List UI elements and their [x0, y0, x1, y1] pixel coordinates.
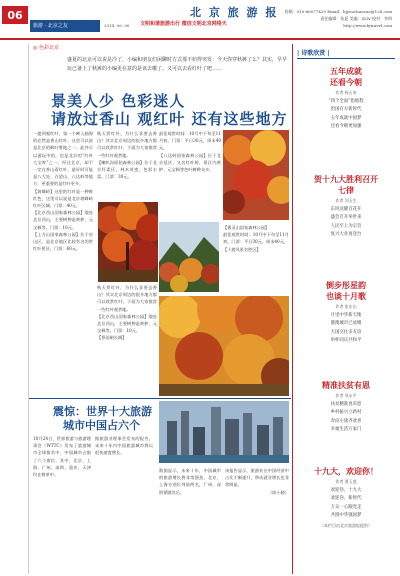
poem [297, 174, 395, 240]
city-skyline-photo [159, 401, 289, 463]
paper-title: 北 京 旅 游 报 [190, 6, 279, 19]
main-article [29, 44, 291, 399]
poem-title: 倒步彤星韵 也谈十月歌 [326, 280, 366, 301]
poem-title: 五年成就 还看今朝 [330, 66, 362, 87]
poem-title: 贺十九大胜利召开 七律 [314, 174, 378, 195]
paragraph: 据旅游业理事会发布的报告，未来十年内中国旅游城市将以很快速度增长。 [95, 436, 153, 456]
paragraph: 【上方山国家森林公园】位于房山区，是北京地区比较有名的赏红叶景区。门票：60元。 [33, 231, 93, 252]
poem-body: 东风送暖百花开 盛会召开举世来 人民至上为宗旨 复兴大业再登台 [330, 207, 362, 238]
header-rule [0, 38, 400, 40]
paragraph: 该报告显示，旅游业在中国经济中占比不断提升，带动就业增长也非常明显。 [225, 468, 289, 488]
paragraph: 【喇叭沟原始森林公园】位于北京怀柔区，林木茂密，色彩丰富。门票：30元。 [97, 159, 157, 180]
headline-line-2: 请放过香山 观红叶 还有这些地方 [51, 110, 288, 128]
paragraph: 【坡峰岭】这里的红叶是一种鲜红色，这里可以说是北京坡峰岭红叶区域。门票：40元。 [33, 188, 93, 209]
paragraph: 最佳观赏时间：10月中下旬至11月初。门票：平日30元，周末40元。 [159, 131, 221, 151]
sidebar-rule [297, 58, 395, 59]
page-number: 06 [2, 6, 28, 24]
autumn-valley-photo [223, 130, 289, 220]
paragraph: 【北京西山国家森林公园】地处北京西山，主要树种是黄栌、元宝枫等。门票：10元。 [33, 210, 93, 230]
paragraph: 【北京西山国家森林公园】地处北京西山，主要树种是黄栌、元宝枫等。门票：10元。 [97, 313, 157, 334]
poem-title: 精准扶贫有恩 [322, 380, 370, 390]
paragraph: 最佳观赏时间：10月中下旬至11月初。门票：平日30元，周末40元。 [223, 232, 289, 245]
bottom-column-4 [225, 467, 289, 570]
paragraph: 【慕田峪长城】 [97, 335, 127, 341]
paragraph: 一提到观红叶，第一个映入脑海的必然是香山红叶。这里可以说是北京的枫叶胜地之一。此外可以游玩中的，也是北京的“红叶大宝库”之一。经过北京，却不一定在香山看红叶，最好时可能是八大处、百望山、八达岭等地方，更重要的是红叶更多。 [33, 131, 93, 187]
headline-line-1: 景美人少 色彩迷人 [51, 92, 186, 110]
poem-title: 十九大，欢迎你！ [314, 466, 378, 476]
article-column-5 [97, 284, 157, 396]
paragraph: 10月24日，世界旅游与旅游理事会（WTTC）发布了旅游城市全球排名中，中国城市占据了六个席位。其中，北京、上海、广州、深圳、重庆、天津均在榜单中。 [33, 436, 91, 478]
mountain-forest-photo [159, 222, 219, 292]
sidebar-footer: （本栏目由北京旅游报提供） [320, 522, 372, 528]
poem-body: 扶贫精准真有恩 乡村振兴立新村 奔向小康齐欢喜 幸福生活万家门 [330, 402, 362, 433]
paper-slogan: 文明和谐旅游出行 微信文明北京网络天 [140, 21, 227, 27]
issue-date: 2014. 06. 06 [104, 23, 130, 28]
poem [297, 280, 395, 346]
poem-author: 作者 杨占奎 [335, 90, 357, 95]
sidebar-title: | 诗歌欣赏 | [297, 50, 330, 57]
contact-line: 投稿：010-66077429 Email：bjyouchaozuo@126.com [284, 9, 392, 14]
paragraph: 数据显示，未来十年，中国城市的旅游增长将非常强劲，北京、上海分别位列前两名，广州、深圳紧随其后。 [159, 468, 221, 495]
article-column-3 [159, 130, 221, 220]
contact-line: http://www.bjtravel.com [343, 23, 392, 28]
poem-body: 月里中华新天地 港澳城市已放晴 大国交往多友谊 举杯同庆共和平 [330, 313, 362, 344]
bottom-headline-2: 城市中国占六个 [63, 419, 140, 432]
article-lead: 盛夏的北京可以说是冷了，小编和朋友们闲聊时方式那不妨得突发：今天你穿秋裤了么？其实，早早玩已备上了秋裤的小编更在意的是该去哪了。又可以去看红叶了吧…… [67, 57, 288, 72]
bottom-column-3 [159, 467, 221, 570]
article-column-1 [33, 130, 93, 396]
poem-body: “四个全面”指航程 治国有方新时代 五年成就中国梦 还看今朝更加强 [328, 99, 364, 130]
poem-author: 作者 刘玉生 [335, 198, 357, 203]
article-column-2 [97, 130, 157, 200]
poem [297, 66, 395, 132]
section-label: 旅游 · 北京之友 [30, 20, 100, 32]
poem-author: 作者 张宏山 [335, 304, 357, 309]
photo-caption: 香山红叶 [259, 390, 275, 395]
article-column-4 [223, 224, 289, 304]
poem-author: 作者 曹玉莲 [335, 479, 357, 484]
poem-body: 欢迎你，十九大 欢迎你，新时代 万众一心跟党走 共圆中华强国梦 [330, 488, 362, 519]
bottom-headline-1: 震惊：世界十大旅游 [53, 405, 152, 418]
paragraph: 【雾灵山国家森林公园】 [223, 225, 270, 230]
paragraph: 【十渡风景名胜区】 [223, 246, 261, 252]
poetry-sidebar [292, 44, 398, 574]
bottom-column-1 [33, 435, 91, 570]
article-location: ◎ 色彩北京 [33, 45, 59, 51]
contact-info [285, 8, 392, 29]
paragraph: 秋天赏红叶，为什么非要去香山？其实北京周边的很多地方都可以欣赏红叶。下面为大家推荐一些红叶观赏地。 [97, 131, 157, 158]
paragraph: 秋天赏红叶，为什么非要去香山？其实北京周边的很多地方都可以欣赏红叶。下面为大家推荐一些红叶观赏地。 [97, 285, 157, 312]
author-note: （陈小晓） [268, 489, 289, 495]
page-header [0, 0, 400, 40]
poem [297, 380, 395, 435]
bottom-article [29, 398, 291, 573]
paragraph: 【八达岭国家森林公园】位于北京延庆，又名红叶岭，景区内黄栌、元宝枫等色叶树种众多。 [159, 152, 221, 173]
poem-author: 作者 凤永平 [335, 393, 357, 398]
red-leaves-photo [98, 202, 158, 282]
contact-line: 责任编辑：张夏 美编：ZLW 校对：李明 [320, 16, 392, 21]
poem [297, 466, 395, 529]
autumn-forest-photo [159, 296, 289, 396]
bottom-column-2 [95, 435, 153, 570]
